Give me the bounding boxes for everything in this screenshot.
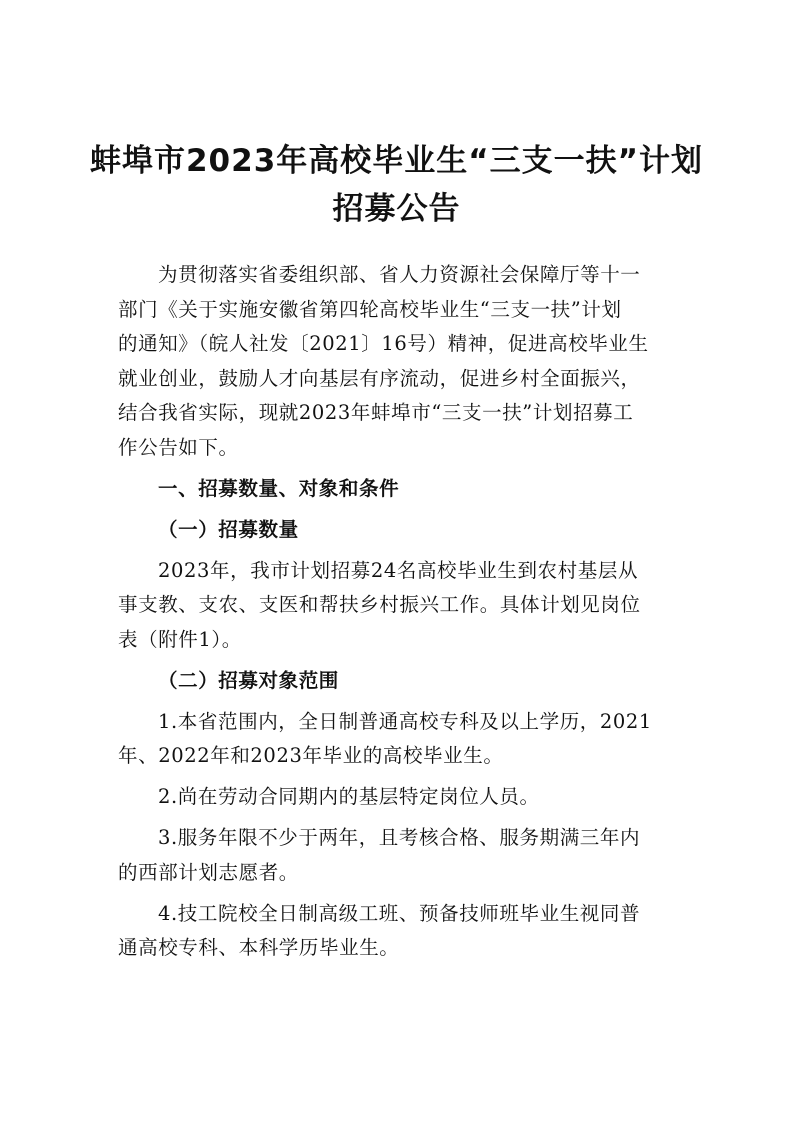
sub1-line-1: 2023年，我市计划招募24名高校毕业生到农村基层从 — [158, 558, 639, 582]
subsection-heading-1: （一）招募数量 — [158, 517, 299, 541]
item3-line-2: 的西部计划志愿者。 — [118, 860, 299, 884]
intro-line-2: 部门《关于实施安徽省第四轮高校毕业生“三支一扶”计划 — [118, 297, 622, 321]
document-title-line-1: 蚌埠市2023年高校毕业生“三支一扶”计划 — [89, 143, 704, 179]
intro-line-6: 作公告如下。 — [118, 435, 239, 459]
intro-line-1: 为贯彻落实省委组织部、省人力资源社会保障厅等十一 — [158, 263, 641, 286]
document-title-line-2: 招募公告 — [332, 191, 461, 227]
sub1-line-3: 表（附件1）。 — [118, 627, 242, 651]
item3-line-1: 3.服务年限不少于两年，且考核合格、服务期满三年内 — [158, 826, 641, 849]
intro-line-4: 就业创业，鼓励人才向基层有序流动，促进乡村全面振兴， — [118, 366, 641, 390]
document-body — [118, 258, 686, 966]
item4-line-1: 4.技工院校全日制高级工班、预备技师班毕业生视同普 — [158, 901, 641, 925]
subsection-heading-2: （二）招募对象范围 — [158, 668, 339, 692]
item4-line-2: 通高校专科、本科学历毕业生。 — [118, 936, 400, 959]
intro-line-3: 的通知》（皖人社发〔2021〕16号）精神，促进高校毕业生 — [118, 332, 649, 355]
item2-line-1: 2.尚在劳动合同期内的基层特定岗位人员。 — [158, 785, 540, 808]
intro-line-5: 结合我省实际，现就2023年蚌埠市“三支一扶”计划招募工 — [118, 401, 634, 424]
sub1-line-2: 事支教、支农、支医和帮扶乡村振兴工作。具体计划见岗位 — [118, 593, 641, 616]
section-heading-1: 一、招募数量、对象和条件 — [158, 476, 400, 500]
item1-line-2: 年、2022年和2023年毕业的高校毕业生。 — [118, 744, 504, 767]
item1-line-1: 1.本省范围内，全日制普通高校专科及以上学历，2021 — [158, 709, 652, 733]
